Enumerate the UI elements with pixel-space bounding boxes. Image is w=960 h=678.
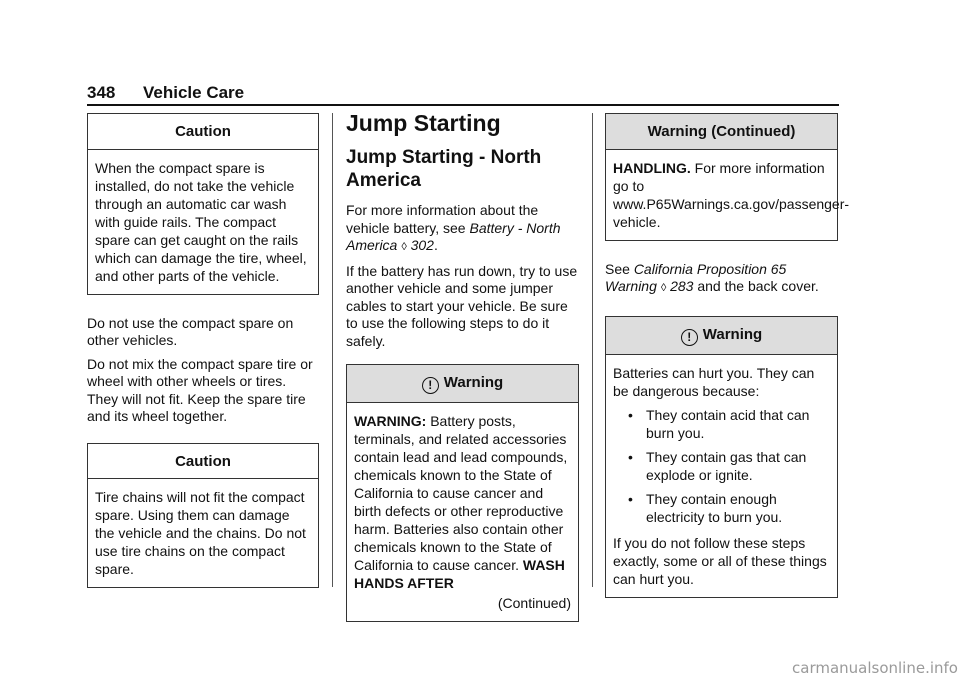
bullet: • bbox=[628, 406, 633, 423]
page-header bbox=[87, 83, 839, 103]
warning-continued-title: Warning (Continued) bbox=[606, 114, 837, 150]
continued-label: (Continued) bbox=[497, 595, 571, 611]
page-reference-icon: ◊ bbox=[401, 241, 407, 253]
caution-body: Tire chains will not fit the compact spare. Using them can damage the vehicle and the chains. Do not use tire chains on the compact spare. bbox=[95, 489, 306, 577]
page-reference-icon: ◊ bbox=[660, 282, 667, 294]
header-rule bbox=[87, 104, 839, 106]
paragraph-see-prop65: See California Proposition 65 Warning ◊ 283 and the back cover. bbox=[605, 260, 819, 294]
footer-watermark: carmanualsonline.info bbox=[792, 659, 958, 677]
hazard-list bbox=[613, 406, 830, 526]
paragraph-do-not-mix: Do not mix the compact spare tire or wheel with other wheels or tires. They will not fit. Keep the spare tire and its wheel together. bbox=[87, 355, 313, 424]
warning-body bbox=[606, 355, 837, 597]
column-1 bbox=[87, 113, 319, 608]
column-divider-2 bbox=[592, 113, 593, 587]
paragraph-battery-run-down: If the battery has run down, try to use another vehicle and some jumper cables to start your vehicle. Be sure to use the following steps to do it safely. bbox=[346, 262, 578, 349]
column-2 bbox=[346, 110, 579, 642]
link-california-proposition-65[interactable]: California Proposition 65 Warning ◊ 283 bbox=[605, 260, 787, 294]
warning-icon: ! bbox=[681, 329, 698, 346]
warning-icon: ! bbox=[422, 377, 439, 394]
warning-intro: Batteries can hurt you. They can be dangerous because: bbox=[613, 364, 815, 399]
warning-box-batteries bbox=[605, 316, 838, 598]
bullet: • bbox=[628, 490, 633, 507]
list-item: • They contain enough electricity to burn you. bbox=[628, 490, 783, 525]
column-3 bbox=[605, 113, 850, 618]
warning-header bbox=[606, 317, 837, 355]
warning-box-continued bbox=[605, 113, 850, 241]
page-number: 348 bbox=[87, 83, 116, 102]
paragraph-compact-spare-other-vehicles: Do not use the compact spare on other vehicles. bbox=[87, 314, 294, 348]
caution-title: Caution bbox=[88, 444, 318, 480]
paragraph-battery-info: For more information about the vehicle battery, see Battery - North America ◊ 302. bbox=[346, 202, 561, 253]
warning-title: Warning bbox=[443, 374, 504, 391]
caution-title: Caution bbox=[88, 114, 318, 150]
list-item: • They contain acid that can burn you. bbox=[628, 406, 810, 441]
caution-box-car-wash bbox=[87, 113, 319, 295]
subsection-title: Jump Starting - North America bbox=[346, 147, 542, 191]
warning-continued-body: HANDLING. For more information go to www.P65Warnings.ca.gov/passenger-vehicle. bbox=[613, 159, 850, 230]
caution-box-tire-chains bbox=[87, 443, 319, 589]
section-title: Jump Starting bbox=[346, 110, 501, 136]
warning-body: WARNING: Battery posts, terminals, and related accessories contain lead and lead compounds, chemicals known to the State of California to cause cancer and birth defects or other reproductive harm. Batteries also contain other chemicals known to the State of California to cause cancer. WASH HANDS AFTER (Continued) bbox=[354, 413, 571, 611]
warning-title: Warning bbox=[702, 325, 763, 343]
warning-outro: If you do not follow these steps exactly, some or all of these things can hurt you. bbox=[613, 534, 827, 587]
warning-header bbox=[347, 365, 578, 403]
link-battery-north-america[interactable]: Battery - North America ◊ 302 bbox=[346, 219, 561, 253]
warning-box-lead bbox=[346, 364, 579, 622]
bullet: • bbox=[628, 448, 633, 465]
list-item: • They contain gas that can explode or ignite. bbox=[628, 448, 807, 483]
caution-body: When the compact spare is installed, do not take the vehicle through an automatic car wash with guide rails. The compact spare can get caught on the rails which can damage the tire, wheel, and other parts of the vehicle. bbox=[95, 159, 307, 284]
column-divider-1 bbox=[332, 113, 333, 587]
chapter-title: Vehicle Care bbox=[143, 83, 245, 102]
